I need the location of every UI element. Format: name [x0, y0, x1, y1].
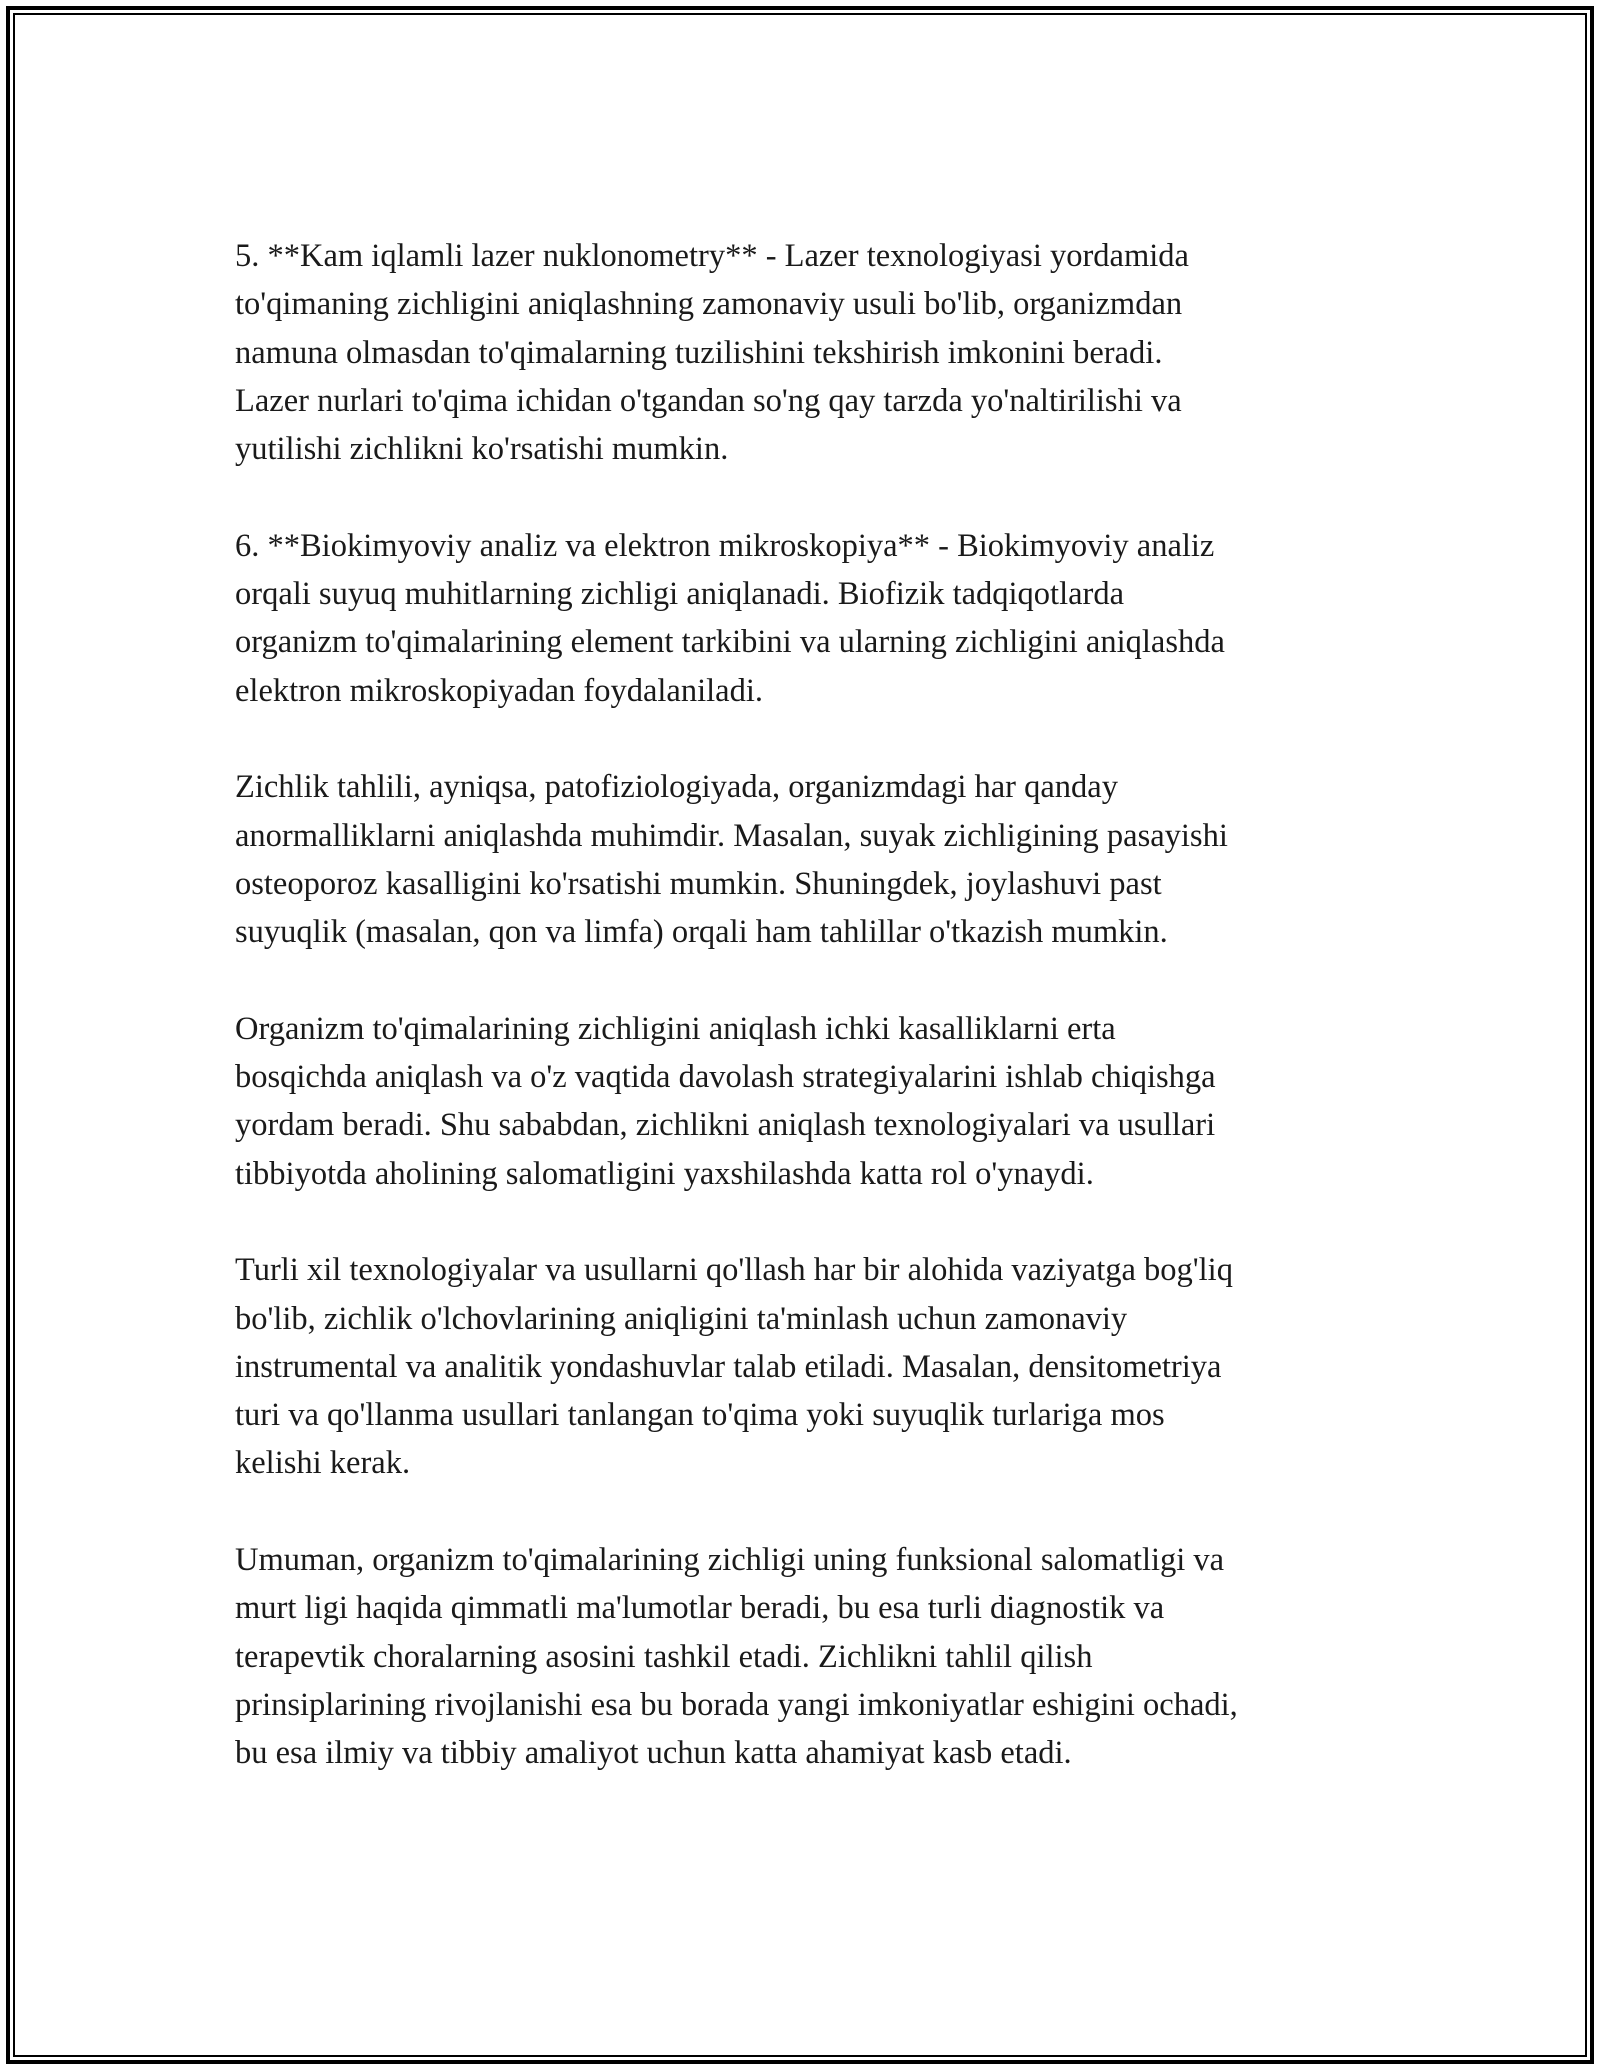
- paragraph-biochemical-analysis: 6. **Biokimyoviy analiz va elektron mikroskopiya** - Biokimyoviy analiz orqali suyuq muhitlarning zichligi aniqlanadi. Biofizik tadqiqotlarda organizm to'qimalarining element tarkibini va ularning zichligini aniqlashda elektron mikroskopiyadan foydalaniladi.: [235, 527, 1225, 709]
- paragraph-early-diagnosis: Organizm to'qimalarining zichligini aniqlash ichki kasalliklarni erta bosqichda aniqlash va o'z vaqtida davolash strategiyalarini ishlab chiqishga yordam beradi. Shu sababdan, zichlikni aniqlash texnologiyalari va usullari tibbiyotda aholining salomatligini yaxshilashda katta rol o'ynaydi.: [235, 1010, 1216, 1192]
- paragraph-laser-method: 5. **Kam iqlamli lazer nuklonometry** - Lazer texnologiyasi yordamida to'qimaning zichligini aniqlashning zamonaviy usuli bo'lib, organizmdan namuna olmasdan to'qimalarning tuzilishini tekshirish imkonini beradi. Lazer nurlari to'qima ichidan o'tgandan so'ng qay tarzda yo'naltirilishi va yutilishi zichlikni ko'rsatishi mumkin.: [235, 238, 1189, 468]
- paragraph-technologies: Turli xil texnologiyalar va usullarni qo'llash har bir alohida vaziyatga bog'liq bo'lib, zichlik o'lchovlarining aniqligini ta'minlash uchun zamonaviy instrumental va analitik yondashuvlar talab etiladi. Masalan, densitometriya turi va qo'llanma usullari tanlangan to'qima yoki suyuqlik turlariga mos kelishi kerak.: [235, 1252, 1233, 1482]
- paragraph-conclusion: Umuman, organizm to'qimalarining zichligi uning funksional salomatligi va murt ligi haqida qimmatli ma'lumotlar beradi, bu esa turli diagnostik va terapevtik choralarning asosini tashkil etadi. Zichlikni tahlil qilish prinsiplarining rivojlanishi esa bu borada yangi imkoniyatlar eshigini ochadi, bu esa ilmiy va tibbiy amaliyot uchun katta ahamiyat kasb etadi.: [235, 1542, 1238, 1772]
- paragraph-density-analysis: Zichlik tahlili, ayniqsa, patofiziologiyada, organizmdagi har qanday anormalliklarni aniqlashda muhimdir. Masalan, suyak zichligining pasayishi osteoporoz kasalligini ko'rsatishi mumkin. Shuningdek, joylashuvi past suyuqlik (masalan, qon va limfa) orqali ham tahlillar o'tkazish mumkin.: [235, 769, 1228, 951]
- document-body: [235, 232, 1395, 1826]
